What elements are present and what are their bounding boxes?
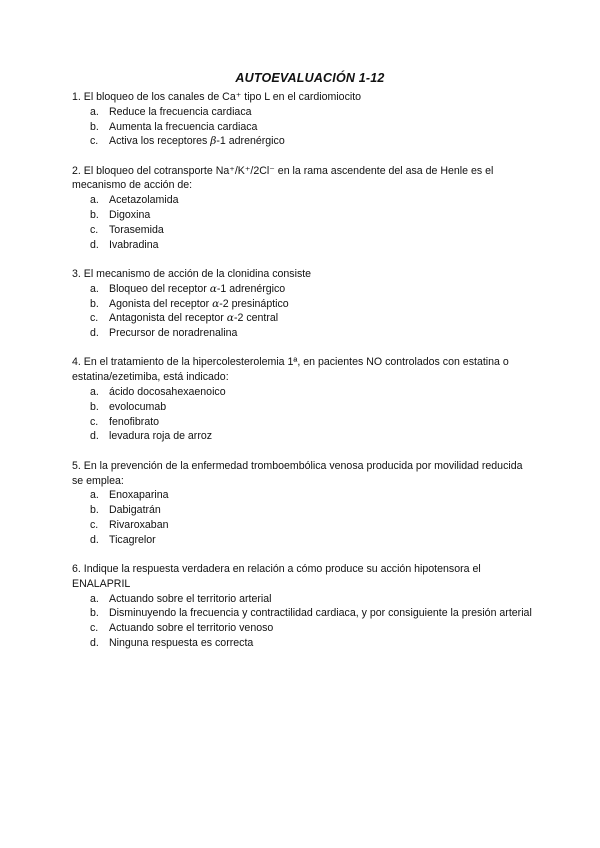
option-letter: a. — [90, 105, 99, 118]
answer-option — [72, 208, 532, 223]
option-letter: c. — [90, 622, 99, 635]
answer-option — [72, 518, 532, 533]
option-text: Digoxina — [109, 209, 151, 222]
option-text: Torasemida — [109, 223, 164, 236]
question-text: 5. En la prevención de la enfermedad tromboembólica venosa producida por movilidad reducida se emplea: — [72, 459, 523, 487]
option-letter: d. — [90, 238, 99, 251]
option-letter: a. — [90, 592, 99, 605]
option-text: Disminuyendo la frecuencia y contractilidad cardiaca, y por consiguiente la presión arterial — [109, 607, 532, 620]
question-3 — [72, 267, 532, 341]
question-5 — [72, 459, 532, 548]
answer-option — [72, 297, 532, 312]
option-text: Acetazolamida — [109, 194, 179, 207]
option-text: Rivaroxaban — [109, 518, 169, 531]
option-text-post: -2 presináptico — [219, 297, 289, 310]
answer-option — [72, 193, 532, 208]
option-text: Aumenta la frecuencia cardiaca — [109, 120, 258, 133]
answer-options — [72, 488, 532, 547]
answer-options — [72, 282, 532, 341]
option-letter: b. — [90, 297, 99, 310]
greek-symbol: β — [210, 135, 217, 148]
option-text-post: -1 adrenérgico — [216, 282, 286, 295]
option-letter: d. — [90, 533, 99, 546]
question-1 — [72, 90, 532, 149]
answer-option — [72, 120, 532, 135]
option-text: Reduce la frecuencia cardiaca — [109, 105, 252, 118]
question-list — [72, 90, 532, 665]
option-text-pre: Bloqueo del receptor — [109, 282, 210, 295]
option-text-pre: Activa los receptores — [109, 135, 211, 148]
greek-symbol: α — [209, 282, 217, 295]
answer-option — [72, 105, 532, 120]
option-letter: b. — [90, 400, 99, 413]
greek-symbol: α — [212, 297, 220, 310]
option-text: fenofibrato — [109, 415, 160, 428]
answer-option — [72, 238, 532, 253]
question-2 — [72, 164, 532, 253]
option-letter: b. — [90, 120, 99, 133]
question-6 — [72, 562, 532, 651]
option-text: ácido docosahexaenoico — [109, 386, 226, 399]
option-text: Dabigatrán — [109, 504, 161, 517]
answer-option — [72, 488, 532, 503]
answer-option — [72, 533, 532, 548]
answer-option — [72, 621, 532, 636]
option-letter: a. — [90, 386, 99, 399]
option-letter: c. — [90, 415, 99, 428]
option-text: Enoxaparina — [109, 489, 169, 502]
option-text: levadura roja de arroz — [109, 430, 213, 443]
option-letter: c. — [90, 312, 99, 325]
question-text: 1. El bloqueo de los canales de Ca⁺ tipo L en el cardiomiocito — [72, 91, 362, 103]
option-letter: b. — [90, 504, 99, 517]
answer-option — [72, 429, 532, 444]
answer-option — [72, 134, 532, 149]
answer-option — [72, 223, 532, 238]
greek-symbol: α — [226, 312, 234, 325]
option-letter: c. — [90, 518, 99, 531]
option-letter: a. — [90, 282, 99, 295]
option-letter: a. — [90, 194, 99, 207]
option-text: Ninguna respuesta es correcta — [109, 637, 254, 649]
option-letter: b. — [90, 209, 99, 222]
option-letter: d. — [90, 430, 99, 443]
answer-option — [72, 415, 532, 430]
answer-option — [72, 606, 532, 621]
answer-option — [72, 636, 532, 651]
answer-option — [72, 311, 532, 326]
option-text: Actuando sobre el territorio venoso — [109, 622, 274, 635]
question-text: 6. Indique la respuesta verdadera en relación a cómo produce su acción hipotensora el ENALAPRIL — [72, 563, 481, 590]
option-text: Actuando sobre el territorio arterial — [109, 592, 272, 605]
option-letter: c. — [90, 223, 99, 236]
answer-option — [72, 282, 532, 297]
answer-option — [72, 385, 532, 400]
answer-option — [72, 503, 532, 518]
option-text: Ticagrelor — [109, 533, 156, 546]
answer-option — [72, 400, 532, 415]
question-text: 3. El mecanismo de acción de la clonidina consiste — [72, 267, 312, 280]
option-letter: a. — [90, 489, 99, 502]
page-title: AUTOEVALUACIÓN 1-12 — [235, 71, 385, 85]
option-letter: d. — [90, 637, 99, 649]
option-letter: b. — [90, 607, 99, 620]
answer-option — [72, 326, 532, 341]
question-text: 4. En el tratamiento de la hipercolesterolemia 1ª, en pacientes NO controlados con estatina o estatina/ezetimiba, está indicado: — [72, 356, 509, 384]
option-text: Ivabradina — [109, 238, 159, 251]
answer-options — [72, 105, 532, 149]
question-4 — [72, 355, 532, 444]
option-text: evolocumab — [109, 400, 167, 413]
option-letter: c. — [90, 135, 99, 148]
option-letter: d. — [90, 327, 99, 340]
option-text-pre: Antagonista del receptor — [109, 312, 227, 325]
answer-options — [72, 193, 532, 252]
answer-options — [72, 385, 532, 444]
option-text-post: -2 central — [233, 312, 279, 325]
option-text: Precursor de noradrenalina — [109, 327, 238, 340]
option-text-post: -1 adrenérgico — [216, 135, 285, 148]
answer-option — [72, 592, 532, 607]
question-text: 2. El bloqueo del cotransporte Na⁺/K⁺/2Cl⁻ en la rama ascendente del asa de Henle es el mecanismo de acción de: — [72, 164, 494, 192]
answer-options — [72, 592, 532, 651]
option-text-pre: Agonista del receptor — [109, 297, 213, 310]
